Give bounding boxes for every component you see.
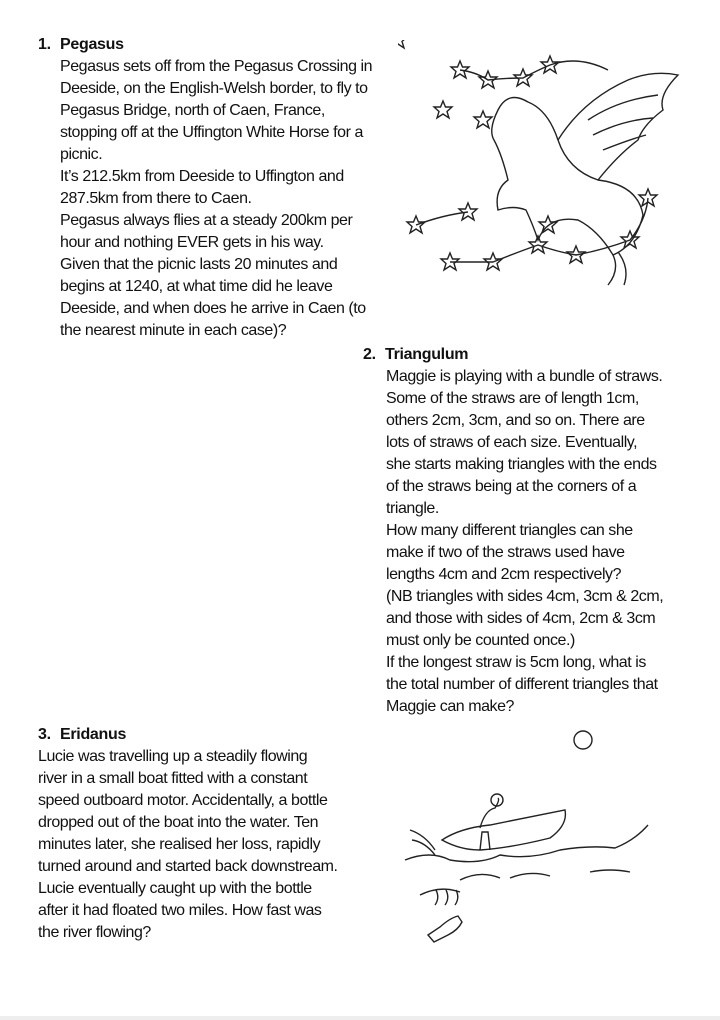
page-bottom-edge — [0, 1016, 720, 1020]
problem-text-line: the total number of different triangles that — [386, 676, 658, 693]
problem-number: 3. — [38, 726, 51, 743]
problem-text-line: begins at 1240, at what time did he leave — [60, 278, 333, 295]
problem-text-line: How many different triangles can she — [386, 522, 633, 539]
problem-text-line: dropped out of the boat into the water. Ten — [38, 814, 319, 831]
sun-icon — [574, 731, 592, 749]
problem-pegasus — [38, 34, 372, 342]
problem-eridanus — [38, 724, 338, 944]
problem-heading — [38, 724, 338, 746]
problem-text-line: make if two of the straws used have — [386, 544, 625, 561]
problem-text-line: Maggie can make? — [386, 698, 514, 715]
problem-text-line: Lucie eventually caught up with the bottle — [38, 880, 312, 897]
problem-text-line: turned around and started back downstream. — [38, 858, 338, 875]
problem-text-line: Deeside, and when does he arrive in Caen (to — [60, 300, 366, 317]
problem-text-line: (NB triangles with sides 4cm, 3cm & 2cm, — [386, 588, 664, 605]
problem-text-line: It’s 212.5km from Deeside to Uffington and — [60, 168, 344, 185]
problem-text-line: 287.5km from there to Caen. — [60, 190, 252, 207]
problem-text-line: lengths 4cm and 2cm respectively? — [386, 566, 622, 583]
problem-text-line: lots of straws of each size. Eventually, — [386, 434, 638, 451]
problem-text-line: Pegasus always flies at a steady 200km per — [60, 212, 353, 229]
problem-number: 2. — [363, 346, 376, 363]
problem-text-line: and those with sides of 4cm, 2cm & 3cm — [386, 610, 656, 627]
problem-text-line: of the straws being at the corners of a — [386, 478, 637, 495]
problem-text-line: the river flowing? — [38, 924, 151, 941]
problem-heading — [38, 34, 372, 56]
problem-text-line: hour and nothing EVER gets in his way. — [60, 234, 324, 251]
bottle-icon — [428, 890, 462, 942]
problem-text-line: If the longest straw is 5cm long, what is — [386, 654, 646, 671]
problem-text-line: speed outboard motor. Accidentally, a bottle — [38, 792, 328, 809]
problem-text-line: others 2cm, 3cm, and so on. There are — [386, 412, 645, 429]
problem-text-line: triangle. — [386, 500, 439, 517]
problem-text-line: after it had floated two miles. How fast was — [38, 902, 322, 919]
problem-text-line: Lucie was travelling up a steadily flowing — [38, 748, 308, 765]
boat-icon — [442, 794, 565, 850]
problem-text-line: minutes later, she realised her loss, rapidly — [38, 836, 321, 853]
problem-title: Triangulum — [385, 346, 469, 363]
problem-text-line: Pegasus sets off from the Pegasus Crossing in — [60, 58, 373, 75]
problem-number: 1. — [38, 36, 51, 53]
problem-title: Pegasus — [60, 36, 124, 53]
problem-text-line: river in a small boat fitted with a constant — [38, 770, 308, 787]
pegasus-illustration — [398, 40, 698, 290]
problem-body — [60, 56, 372, 342]
problem-text-line: Given that the picnic lasts 20 minutes and — [60, 256, 338, 273]
problem-text-line: Maggie is playing with a bundle of straws. — [386, 368, 663, 385]
problem-text-line: stopping off at the Uffington White Horse for a — [60, 124, 363, 141]
problem-text-line: picnic. — [60, 146, 103, 163]
problem-title: Eridanus — [60, 726, 127, 743]
problem-text-line: Deeside, on the English-Welsh border, to fly to — [60, 80, 368, 97]
problem-heading — [363, 344, 663, 366]
problem-body — [38, 746, 338, 944]
problem-text-line: the nearest minute in each case)? — [60, 322, 287, 339]
problem-text-line: Some of the straws are of length 1cm, — [386, 390, 639, 407]
problem-triangulum — [363, 344, 663, 718]
star-icon — [398, 40, 407, 48]
problem-body — [386, 366, 663, 718]
boat-illustration — [400, 720, 650, 950]
problem-text-line: must only be counted once.) — [386, 632, 575, 649]
problem-text-line: Pegasus Bridge, north of Caen, France, — [60, 102, 325, 119]
problem-text-line: she starts making triangles with the ends — [386, 456, 657, 473]
